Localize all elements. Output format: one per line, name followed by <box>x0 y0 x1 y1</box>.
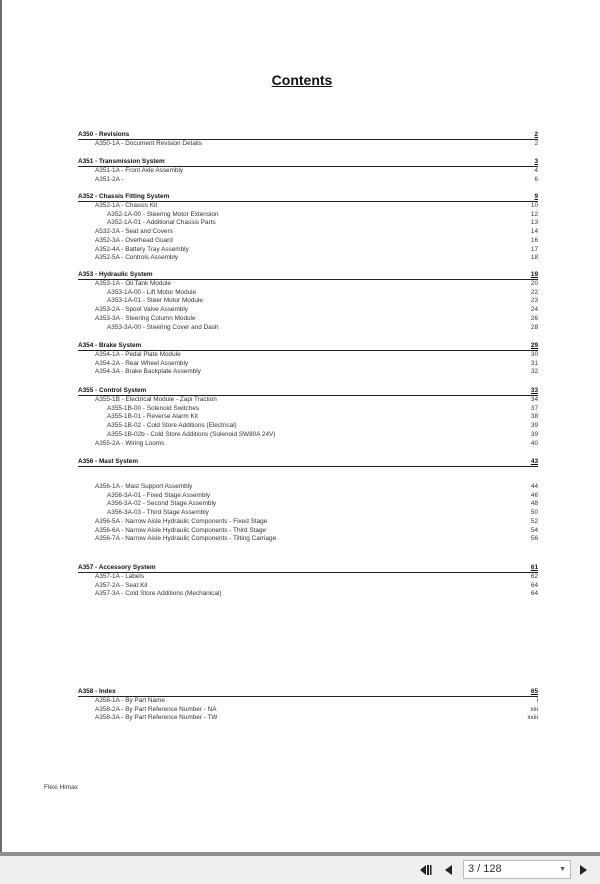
toc-entry[interactable] <box>78 175 538 184</box>
toc-entry-label: A354 - Brake System <box>78 342 142 349</box>
toc-entry[interactable] <box>78 482 538 491</box>
toc-entry-label: A356-7A - Narrow Aisle Hydraulic Components - Tilting Carriage <box>95 535 277 543</box>
toc-page-number: 10 <box>530 202 538 209</box>
toc-page-number: 56 <box>530 535 538 543</box>
toc-page-number: 44 <box>530 483 538 490</box>
toc-page-number: 6 <box>534 175 538 183</box>
toc-entry[interactable] <box>78 499 538 508</box>
toc-page-number: 4 <box>534 167 538 174</box>
toc-entry-label: A355-1B-02b - Cold Store Additions (Solenoid SW80A 24V) <box>107 430 276 438</box>
toc-entry-label: A353-1A-01 - Steer Motor Module <box>107 297 203 305</box>
toc-page-number: 9 <box>534 193 538 200</box>
toc-entry-label: A358 - Index <box>78 688 116 695</box>
toc-page-number: 13 <box>530 219 538 227</box>
toc-entry-label: A358-3A - By Part Reference Number - TW <box>95 714 218 722</box>
toc-entry-label: A358-1A - By Part Name <box>95 697 165 704</box>
toc-entry-label: A355 - Control System <box>78 387 147 394</box>
document-footer: Flexi Himax <box>44 784 78 791</box>
toc-entry[interactable] <box>78 279 538 288</box>
toc-page-number: 12 <box>530 210 538 218</box>
toc-page-number: 65 <box>530 688 538 695</box>
toc-entry[interactable] <box>78 713 538 722</box>
toc-page-number: 40 <box>530 439 538 447</box>
toc-entry[interactable] <box>78 288 538 297</box>
toc-entry-label: A354-1A - Pedal Plate Module <box>95 351 181 358</box>
toc-page-number: 50 <box>530 509 538 517</box>
toc-page-number: 31 <box>530 359 538 367</box>
toc-entry-label: A353-1A-00 - Lift Motor Module <box>107 288 197 296</box>
toc-page-number: 2 <box>534 131 538 138</box>
toc-entry-label: A352 - Chassis Fitting System <box>78 193 170 200</box>
next-page-icon <box>576 862 590 878</box>
toc-entry-label: A352-1A-00 - Steering Motor Extension <box>107 210 219 218</box>
toc-entry[interactable] <box>78 350 538 359</box>
toc-entry[interactable] <box>78 296 538 305</box>
toc-page-number: 26 <box>530 314 538 322</box>
toc-page-number: xxiii <box>527 714 538 722</box>
toc-entry-label: A353-3A - Steering Column Module <box>95 314 196 322</box>
toc-entry-label: A356-3A-03 - Third Stage Assembly <box>107 509 209 517</box>
toc-entry[interactable] <box>78 305 538 314</box>
toc-page-number: 39 <box>530 430 538 438</box>
toc-entry[interactable] <box>78 245 538 254</box>
toc-page-number: 3 <box>534 158 538 165</box>
toc-page-number: 62 <box>530 573 538 580</box>
toc-entry[interactable] <box>78 508 538 517</box>
toc-entry[interactable] <box>78 218 538 227</box>
toc-page-number: 22 <box>530 288 538 296</box>
toc-page-number: 37 <box>530 404 538 412</box>
toc-page-number: 20 <box>530 280 538 287</box>
toc-page-number: 64 <box>530 590 538 598</box>
toc-entry[interactable] <box>78 589 538 598</box>
toc-entry-label: A356-1A - Mast Support Assembly <box>95 483 193 490</box>
toc-entry-label: A352-1A - Chassis Kit <box>95 202 158 209</box>
toc-page-number: 48 <box>530 500 538 508</box>
toc-entry[interactable] <box>78 491 538 500</box>
toc-entry[interactable] <box>78 572 538 581</box>
toc-entry-label: A353 - Hydraulic System <box>78 271 153 278</box>
toc-entry-label: A353-1A - Oil Tank Module <box>95 280 171 287</box>
toc-page-number: 28 <box>530 323 538 331</box>
toc-entry-label: A351-1A - Front Axle Assembly <box>95 167 184 174</box>
toc-page-number: 30 <box>530 351 538 358</box>
toc-entry-label: A356-5A - Narrow Aisle Hydraulic Components - Fixed Stage <box>95 517 268 525</box>
toc-entry-label: A350-1A - Document Revision Details <box>95 140 202 147</box>
toc-entry-label: A351-2A - <box>95 175 124 183</box>
toc-page-number: 18 <box>530 254 538 262</box>
toc-page-number: 19 <box>530 271 538 278</box>
toc-page-number: 46 <box>530 491 538 499</box>
toc-entry-label: A356-6A - Narrow Aisle Hydraulic Components - Third Stage <box>95 526 267 534</box>
toc-entry[interactable] <box>78 210 538 219</box>
toc-entry[interactable] <box>78 421 538 430</box>
toc-entry-label: A353-2A - Spool Valve Assembly <box>95 306 188 314</box>
page-indicator: 3 / 128 <box>468 863 502 875</box>
toc-entry[interactable] <box>78 705 538 714</box>
toc-entry[interactable] <box>78 517 538 526</box>
toc-page-number: 38 <box>530 413 538 421</box>
toc-page-number: 16 <box>530 236 538 244</box>
toc-entry-label: A355-1B-00 - Solenoid Switches <box>107 404 200 412</box>
toc-entry[interactable] <box>78 236 538 245</box>
toc-entry-label: A355-1B-02 - Cold Store Additions (Electrical) <box>107 422 237 430</box>
toc-entry-label: A356-3A-01 - Fixed Stage Assembly <box>107 491 211 499</box>
toc-entry[interactable] <box>78 139 538 148</box>
page-number-select[interactable] <box>463 860 571 879</box>
toc-entry[interactable] <box>78 439 538 448</box>
toc-entry[interactable] <box>78 430 538 439</box>
toc-page-number: xiii <box>530 705 538 713</box>
toc-entry-label: A352-4A - Battery Tray Assembly <box>95 245 189 253</box>
toc-entry[interactable] <box>78 581 538 590</box>
toc-entry-label: A356 - Mast System <box>78 458 139 465</box>
toc-page-number: 33 <box>530 387 538 394</box>
next-page-button[interactable] <box>576 862 590 878</box>
toc-page-number: 43 <box>530 458 538 465</box>
toc-entry[interactable] <box>78 395 538 404</box>
first-page-icon <box>418 862 432 878</box>
toc-page-number: 39 <box>530 422 538 430</box>
toc-entry-label: A354-2A - Rear Wheel Assembly <box>95 359 189 367</box>
page-title: Contents <box>271 72 333 88</box>
toc-entry-label: A352-5A - Controls Assembly <box>95 254 179 262</box>
toc-page-number: 61 <box>530 564 538 571</box>
toc-entry-label: A357 - Accessory System <box>78 564 156 571</box>
toc-entry[interactable] <box>78 314 538 323</box>
toc-entry-label: A356-3A-02 - Second Stage Assembly <box>107 500 217 508</box>
toc-entry-label: A350 - Revisions <box>78 131 130 138</box>
toc-section-heading[interactable] <box>78 457 538 467</box>
toc-entry-label: A357-1A - Labels <box>95 573 145 580</box>
toc-entry-label: A357-3A - Cold Store Additions (Mechanical) <box>95 590 222 598</box>
toc-page-number: 24 <box>530 306 538 314</box>
toc-entry[interactable] <box>78 359 538 368</box>
toc-page-number: 2 <box>534 140 538 147</box>
toc-entry-label: A354-3A - Brake Backplate Assembly <box>95 368 201 376</box>
toc-entry-label: A357-2A - Seat Kit <box>95 581 148 589</box>
toc-page-number: 17 <box>530 245 538 253</box>
toc-entry-label: A352-1A-01 - Additional Chassis Parts <box>107 219 216 227</box>
toc-page-number: i <box>536 697 538 704</box>
toc-page-number: 34 <box>530 396 538 403</box>
toc-entry-label: A353-3A-00 - Steering Cover and Dash <box>107 323 219 331</box>
toc-entry[interactable] <box>78 166 538 175</box>
toc-entry[interactable] <box>78 201 538 210</box>
previous-page-icon <box>442 862 456 878</box>
toc-entry-label: A355-2A - Wiring Looms <box>95 439 165 447</box>
toc-entry[interactable] <box>78 534 538 543</box>
toc-entry[interactable] <box>78 412 538 421</box>
previous-page-button[interactable] <box>442 862 456 878</box>
toc-entry-label: A358-2A - By Part Reference Number - NA <box>95 705 217 713</box>
toc-entry[interactable] <box>78 526 538 535</box>
toc-entry-label: A351 - Transmission System <box>78 158 165 165</box>
toc-entry[interactable] <box>78 367 538 376</box>
toc-page-number: 64 <box>530 581 538 589</box>
toc-page-number: 29 <box>530 342 538 349</box>
toc-entry-label: A532-2A - Seat and Covers <box>95 228 173 236</box>
dropdown-icon[interactable]: ▼ <box>559 866 566 873</box>
toc-page-number: 52 <box>530 517 538 525</box>
toc-page-number: 54 <box>530 526 538 534</box>
toc-entry-label: A355-1B - Electrical Module - Zapi Traction <box>95 396 217 403</box>
toc-page-number: 23 <box>530 297 538 305</box>
toc-entry[interactable] <box>78 227 538 236</box>
toc-entry[interactable] <box>78 323 538 332</box>
toc-entry[interactable] <box>78 696 538 705</box>
toc-page-number: 32 <box>530 368 538 376</box>
toc-entry[interactable] <box>78 404 538 413</box>
toc-entry-label: A352-3A - Overhead Guard <box>95 236 173 244</box>
toc-entry-label: A355-1B-01 - Reverse Alarm Kit <box>107 413 198 421</box>
toc-page-number: 14 <box>530 228 538 236</box>
toc-entry[interactable] <box>78 253 538 262</box>
first-page-button[interactable] <box>418 862 432 878</box>
